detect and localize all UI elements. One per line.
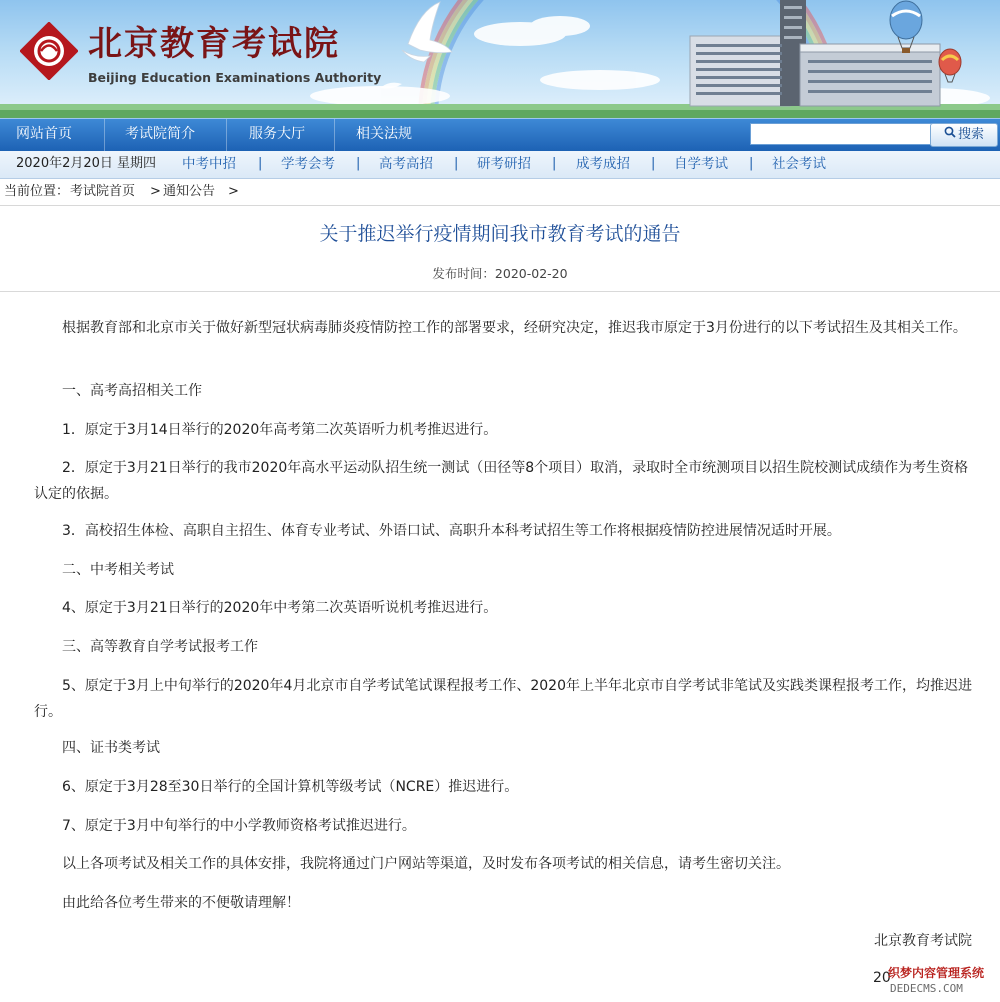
- nav-about[interactable]: 考试院简介: [125, 126, 195, 142]
- subnav-zixue[interactable]: 自学考试: [674, 156, 728, 172]
- breadcrumb-separator: >: [150, 184, 161, 199]
- main-nav: [0, 118, 1000, 151]
- publish-date-label: 发布时间：: [432, 266, 495, 281]
- search-input[interactable]: [750, 123, 932, 145]
- search-button[interactable]: [930, 123, 998, 147]
- section-heading: 一、高考高招相关工作: [62, 383, 202, 399]
- divider: [0, 291, 1000, 292]
- sub-nav: [0, 151, 1000, 179]
- watermark-cn: 织梦内容管理系统: [888, 966, 985, 980]
- nav-home[interactable]: 网站首页: [16, 126, 72, 142]
- section-heading: 二、中考相关考试: [62, 562, 174, 578]
- article-paragraph: 7、原定于3月中旬举行的中小学教师资格考试推迟进行。: [62, 818, 416, 834]
- article-signature-date: 20: [873, 970, 891, 986]
- site-name-cn: 北京教育考试院: [88, 24, 340, 64]
- article-paragraph: 5、原定于3月上中旬举行的2020年4月北京市自学考试笔试课程报考工作、2020年上半年北京市自学考试非笔试及实践类课程报考工作，均推迟进行。: [34, 678, 972, 720]
- subnav-gaokao[interactable]: 高考高招: [379, 156, 433, 172]
- subnav-zhongkao[interactable]: 中考中招: [182, 156, 236, 172]
- watermark-en: DEDECMS.COM: [890, 982, 963, 995]
- nav-regulations[interactable]: 相关法规: [356, 126, 412, 142]
- breadcrumb-current-link[interactable]: 通知公告: [163, 184, 216, 199]
- section-heading: 三、高等教育自学考试报考工作: [62, 639, 258, 655]
- subnav-separator: |: [749, 156, 754, 171]
- search-button-label: 搜索: [957, 127, 984, 142]
- article-paragraph: 6、原定于3月28至30日举行的全国计算机等级考试（NCRE）推迟进行。: [62, 779, 519, 795]
- nav-divider: [104, 119, 105, 151]
- section-heading: 四、证书类考试: [62, 740, 160, 756]
- subnav-chengkao[interactable]: 成考成招: [576, 156, 630, 172]
- nav-services[interactable]: 服务大厅: [249, 126, 305, 142]
- breadcrumb-separator: >: [228, 184, 239, 199]
- subnav-separator: |: [258, 156, 263, 171]
- breadcrumb-home-link[interactable]: 考试院首页: [70, 184, 136, 199]
- breadcrumb-prefix: 当前位置：: [4, 184, 70, 199]
- site-banner: [0, 0, 1000, 118]
- article-publish-date: [0, 264, 1000, 282]
- nav-divider: [334, 119, 335, 151]
- article-paragraph: 2．原定于3月21日举行的我市2020年高水平运动队招生统一测试（田径等8个项目）取消，录取时全市统测项目以招生院校测试成绩作为考生资格认定的依据。: [34, 460, 969, 502]
- subnav-separator: |: [356, 156, 361, 171]
- article-paragraph: 由此给各位考生带来的不便敬请理解！: [62, 895, 300, 911]
- subnav-yankao[interactable]: 研考研招: [477, 156, 531, 172]
- article-paragraph: 根据教育部和北京市关于做好新型冠状病毒肺炎疫情防控工作的部署要求，经研究决定，推迟我市原定于3月份进行的以下考试招生及其相关工作。: [62, 320, 967, 336]
- article-title: 关于推迟举行疫情期间我市教育考试的通告: [319, 223, 681, 245]
- logo-icon: [20, 22, 78, 80]
- magnifier-icon: [944, 124, 956, 146]
- current-date: 2020年2月20日 星期四: [16, 156, 157, 171]
- article-paragraph: 4、原定于3月21日举行的2020年中考第二次英语听说机考推迟进行。: [62, 600, 498, 616]
- subnav-separator: |: [651, 156, 656, 171]
- publish-date-value: 2020-02-20: [494, 266, 568, 281]
- subnav-xuekao[interactable]: 学考会考: [281, 156, 335, 172]
- subnav-shehui[interactable]: 社会考试: [772, 156, 826, 172]
- breadcrumb: [0, 181, 1000, 206]
- site-name-en: Beijing Education Examinations Authority: [88, 70, 382, 85]
- article-signature: 北京教育考试院: [874, 933, 972, 949]
- watermark: [888, 964, 1000, 1002]
- nav-divider: [226, 119, 227, 151]
- article-paragraph: 3．高校招生体检、高职自主招生、体育专业考试、外语口试、高职升本科考试招生等工作将根据疫情防控进展情况适时开展。: [62, 523, 841, 539]
- subnav-separator: |: [552, 156, 557, 171]
- article-paragraph: 1．原定于3月14日举行的2020年高考第二次英语听力机考推迟进行。: [62, 422, 498, 438]
- balloon-icon: [939, 49, 961, 82]
- article-paragraph: 以上各项考试及相关工作的具体安排，我院将通过门户网站等渠道，及时发布各项考试的相关信息，请考生密切关注。: [62, 856, 790, 872]
- subnav-separator: |: [454, 156, 459, 171]
